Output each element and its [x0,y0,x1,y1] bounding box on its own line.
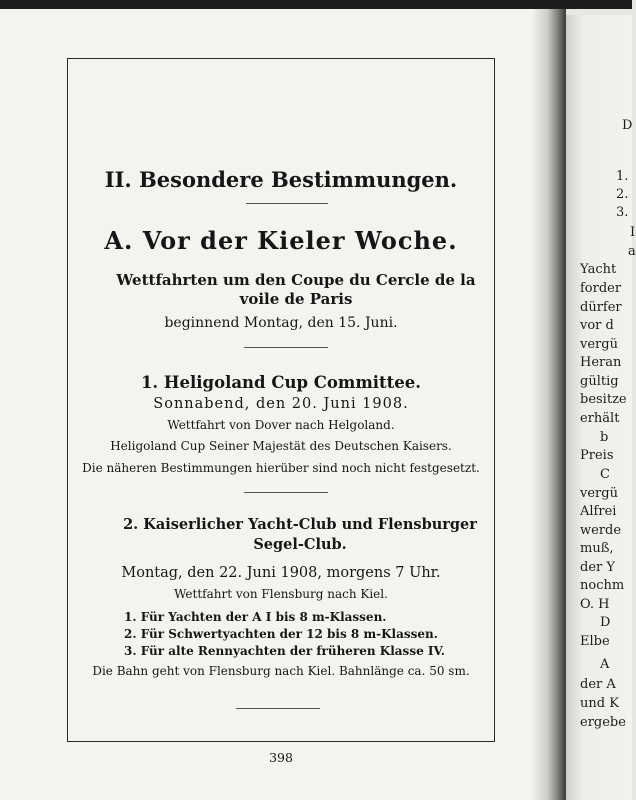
race-series-start: beginnend Montag, den 15. Juni. [164,315,398,331]
right-page-line: der A [580,677,616,692]
right-page-line: O. H [580,597,610,612]
event-1-cup: Heligoland Cup Seiner Majestät des Deutschen Kaisers. [110,439,452,453]
right-page-line: besitze [580,392,627,407]
right-page-line: muß, [580,541,614,556]
right-page-line: nochm [580,578,625,593]
right-page-line: D [600,615,611,630]
right-page-line: vergü [580,337,618,352]
right-page-line: 1. [616,169,629,184]
event-1-race: Wettfahrt von Dover nach Helgoland. [167,418,395,432]
divider-rule [246,203,328,204]
event-1-title: 1. Heligoland Cup Committee. [140,373,422,392]
event-2-title: 2. Kaiserlicher Yacht-Club und Flensburger Segel-Club. [123,516,477,553]
right-page-line: C [600,467,610,482]
event-2-class-1: 1. Für Yachten der A I bis 8 m-Klassen. [124,610,387,624]
right-page-line: und K [580,696,619,711]
page-number: 398 [269,750,293,765]
event-2-course: Die Bahn geht von Flensburg nach Kiel. Bahnlänge ca. 50 sm. [92,664,470,678]
right-page-line: gültig [580,374,619,389]
section-heading: II. Besondere Bestimmungen. [104,167,458,192]
event-2-race: Wettfahrt von Flensburg nach Kiel. [174,587,388,601]
right-page-line: Alfrei [580,504,617,519]
right-page-line: vor d [580,318,614,333]
divider-rule [236,708,320,709]
right-page-line: Elbe [580,634,610,649]
right-page-line: werde [580,523,622,538]
race-series-title: Wettfahrten um den Coupe du Cercle de la voile de Paris [116,271,476,308]
right-page-line: A [600,657,610,672]
event-1-date: Sonnabend, den 20. Juni 1908. [153,396,409,412]
scan-top-edge [0,0,632,9]
right-page-heading: D [622,118,633,133]
event-2-class-3: 3. Für alte Rennyachten der früheren Klasse IV. [124,644,445,658]
right-page-line: b [600,430,609,445]
right-page-line: Yacht [580,262,617,277]
right-page-line: Heran [580,355,622,370]
right-page-line: forder [580,281,622,296]
event-1-note: Die näheren Bestimmungen hierüber sind noch nicht festgesetzt. [82,461,480,475]
right-page-line: I [630,225,636,240]
event-2-date: Montag, den 22. Juni 1908, morgens 7 Uhr. [121,565,441,581]
divider-rule [244,347,328,348]
right-page-line: erhält [580,411,620,426]
right-page-line: 2. [616,187,629,202]
right-page-line: a [628,244,636,259]
right-page-line: dürfer [580,300,622,315]
right-page-line: der Y [580,560,615,575]
book-gutter [532,9,566,800]
right-page-line: ergebe [580,715,626,730]
right-page-line: 3. [616,205,629,220]
right-page-line: vergü [580,486,618,501]
part-heading: A. Vor der Kieler Woche. [104,226,458,255]
right-page-line: Preis [580,448,614,463]
right-page [566,15,636,800]
event-2-class-2: 2. Für Schwertyachten der 12 bis 8 m-Klassen. [124,627,438,641]
divider-rule [244,492,328,493]
